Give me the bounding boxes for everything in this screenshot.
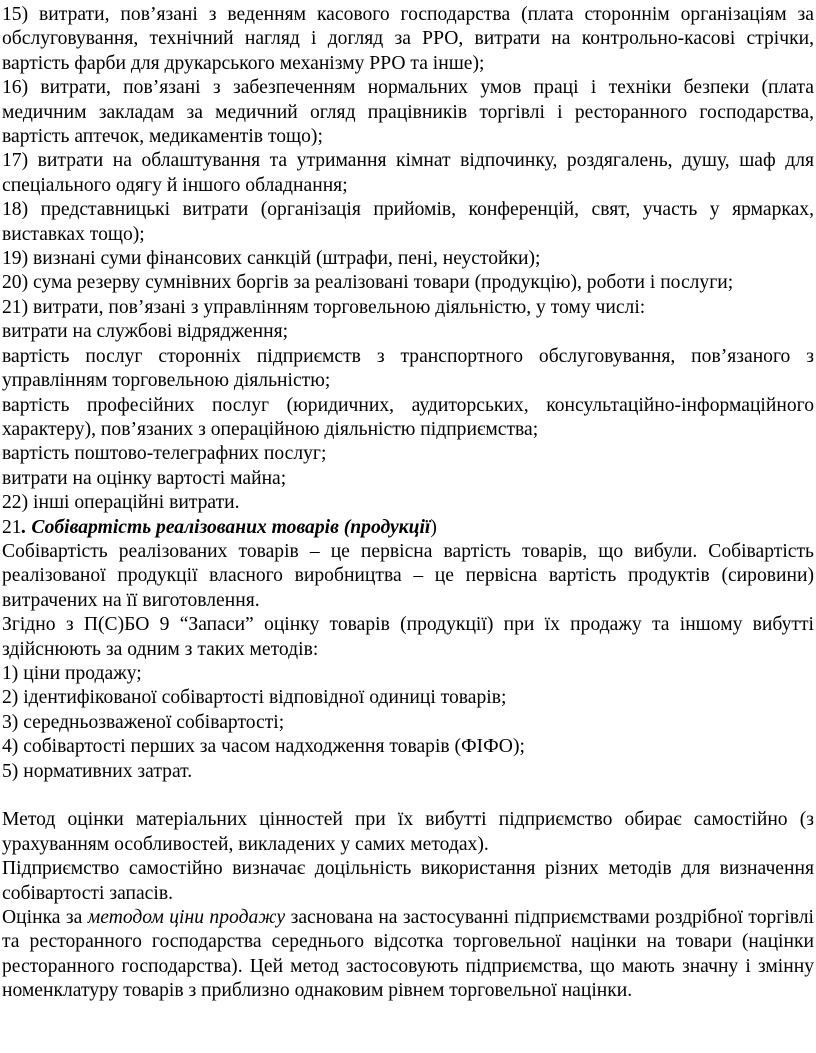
sale-price-term: методом ціни продажу xyxy=(87,907,286,929)
definition-paragraph: Собівартість реалізованих товарів – це первісна вартість товарів, що вибули. Собівартість реалізованої продукції власного виробництва – це первісна вартість продуктів (сировини) витрачених на її виготовлення. xyxy=(2,540,814,611)
expediency-paragraph: Підприємство самостійно визначає доцільність використання різних методів для визначення собівартості запасів. xyxy=(2,858,814,904)
section-title: Собівартість реалізованих товарів (продукції xyxy=(31,516,431,538)
section-number: 21 xyxy=(2,516,22,538)
method-choice-paragraph: Метод оцінки матеріальних цінностей при їх вибутті підприємство обирає самостійно (з урахуванням особливостей, викладених у самих методах). xyxy=(2,809,814,855)
list-item: 18) представницькі витрати (організація прийомів, конференцій, свят, участь у ярмарках, виставках тощо); xyxy=(2,199,814,245)
list-item: витрати на службові відрядження; xyxy=(2,321,289,343)
blank-line xyxy=(2,784,814,808)
method-item: 5) нормативних затрат. xyxy=(2,760,193,782)
sale-price-prefix: Оцінка за xyxy=(2,907,88,929)
method-item: 2) ідентифікованої собівартості відповідної одиниці товарів; xyxy=(2,687,507,709)
list-item: 21) витрати, пов’язані з управлінням торговельною діяльністю, у тому числі: xyxy=(2,296,646,318)
list-item: 15) витрати, пов’язані з веденням касового господарства (плата стороннім організаціям за обслуговування, технічний нагляд і догляд за РРО, витрати на контрольно-касові стрічки, вартість фарби для друкарського механізму РРО та інше); xyxy=(2,4,814,74)
list-item: 17) витрати на облаштування та утримання кімнат відпочинку, роздягалень, душу, шаф для спеціального одягу й іншого обладнання; xyxy=(2,150,814,196)
list-item: вартість послуг сторонніх підприємств з транспортного обслуговування, пов’язаного з управлінням торговельною діяльністю; xyxy=(2,345,814,392)
section-dot: . xyxy=(21,516,27,538)
methods-intro-paragraph: Згідно з П(С)БО 9 “Запаси” оцінку товарів (продукції) при їх продажу та іншому вибутті здійснюють за одним з таких методів: xyxy=(2,614,814,660)
section-heading xyxy=(2,516,814,540)
sale-price-rest: заснована на застосуванні підприємствами роздрібної торгівлі та ресторанного господарства середнього відсотка торговельної націнки на товари (націнки ресторанного господарства). Цей метод застосовують підприємства, що мають значну і змінну номенклатуру товарів з приблизно однаковим рівнем торговельної націнки. xyxy=(2,907,814,1002)
list-item: витрати на оцінку вартості майна; xyxy=(2,467,287,489)
list-item: вартість поштово-телеграфних послуг; xyxy=(2,443,327,465)
list-item: 22) інші операційні витрати. xyxy=(2,492,240,514)
method-item: 1) ціни продажу; xyxy=(2,662,142,684)
list-item: 19) визнані суми фінансових санкцій (штрафи, пені, неустойки); xyxy=(2,248,541,270)
method-item: 4) собівартості перших за часом надходження товарів (ФІФО); xyxy=(2,736,525,758)
list-item: 16) витрати, пов’язані з забезпеченням нормальних умов праці і техніки безпеки (плата медичним закладам за медичний огляд працівників торгівлі і ресторанного господарства, вартість аптечок, медикаментів тощо); xyxy=(2,77,814,148)
list-item: 20) сума резерву сумнівних боргів за реалізовані товари (продукцію), роботи і послуги; xyxy=(2,272,734,294)
section-title-close: ) xyxy=(430,516,437,538)
list-item: вартість професійних послуг (юридичних, аудиторських, консультаційно-інформаційного характеру), пов’язаних з операційною діяльністю підприємства; xyxy=(2,394,814,440)
method-item: 3) середньозваженої собівартості; xyxy=(2,711,285,733)
sale-price-method-paragraph xyxy=(2,906,814,1004)
